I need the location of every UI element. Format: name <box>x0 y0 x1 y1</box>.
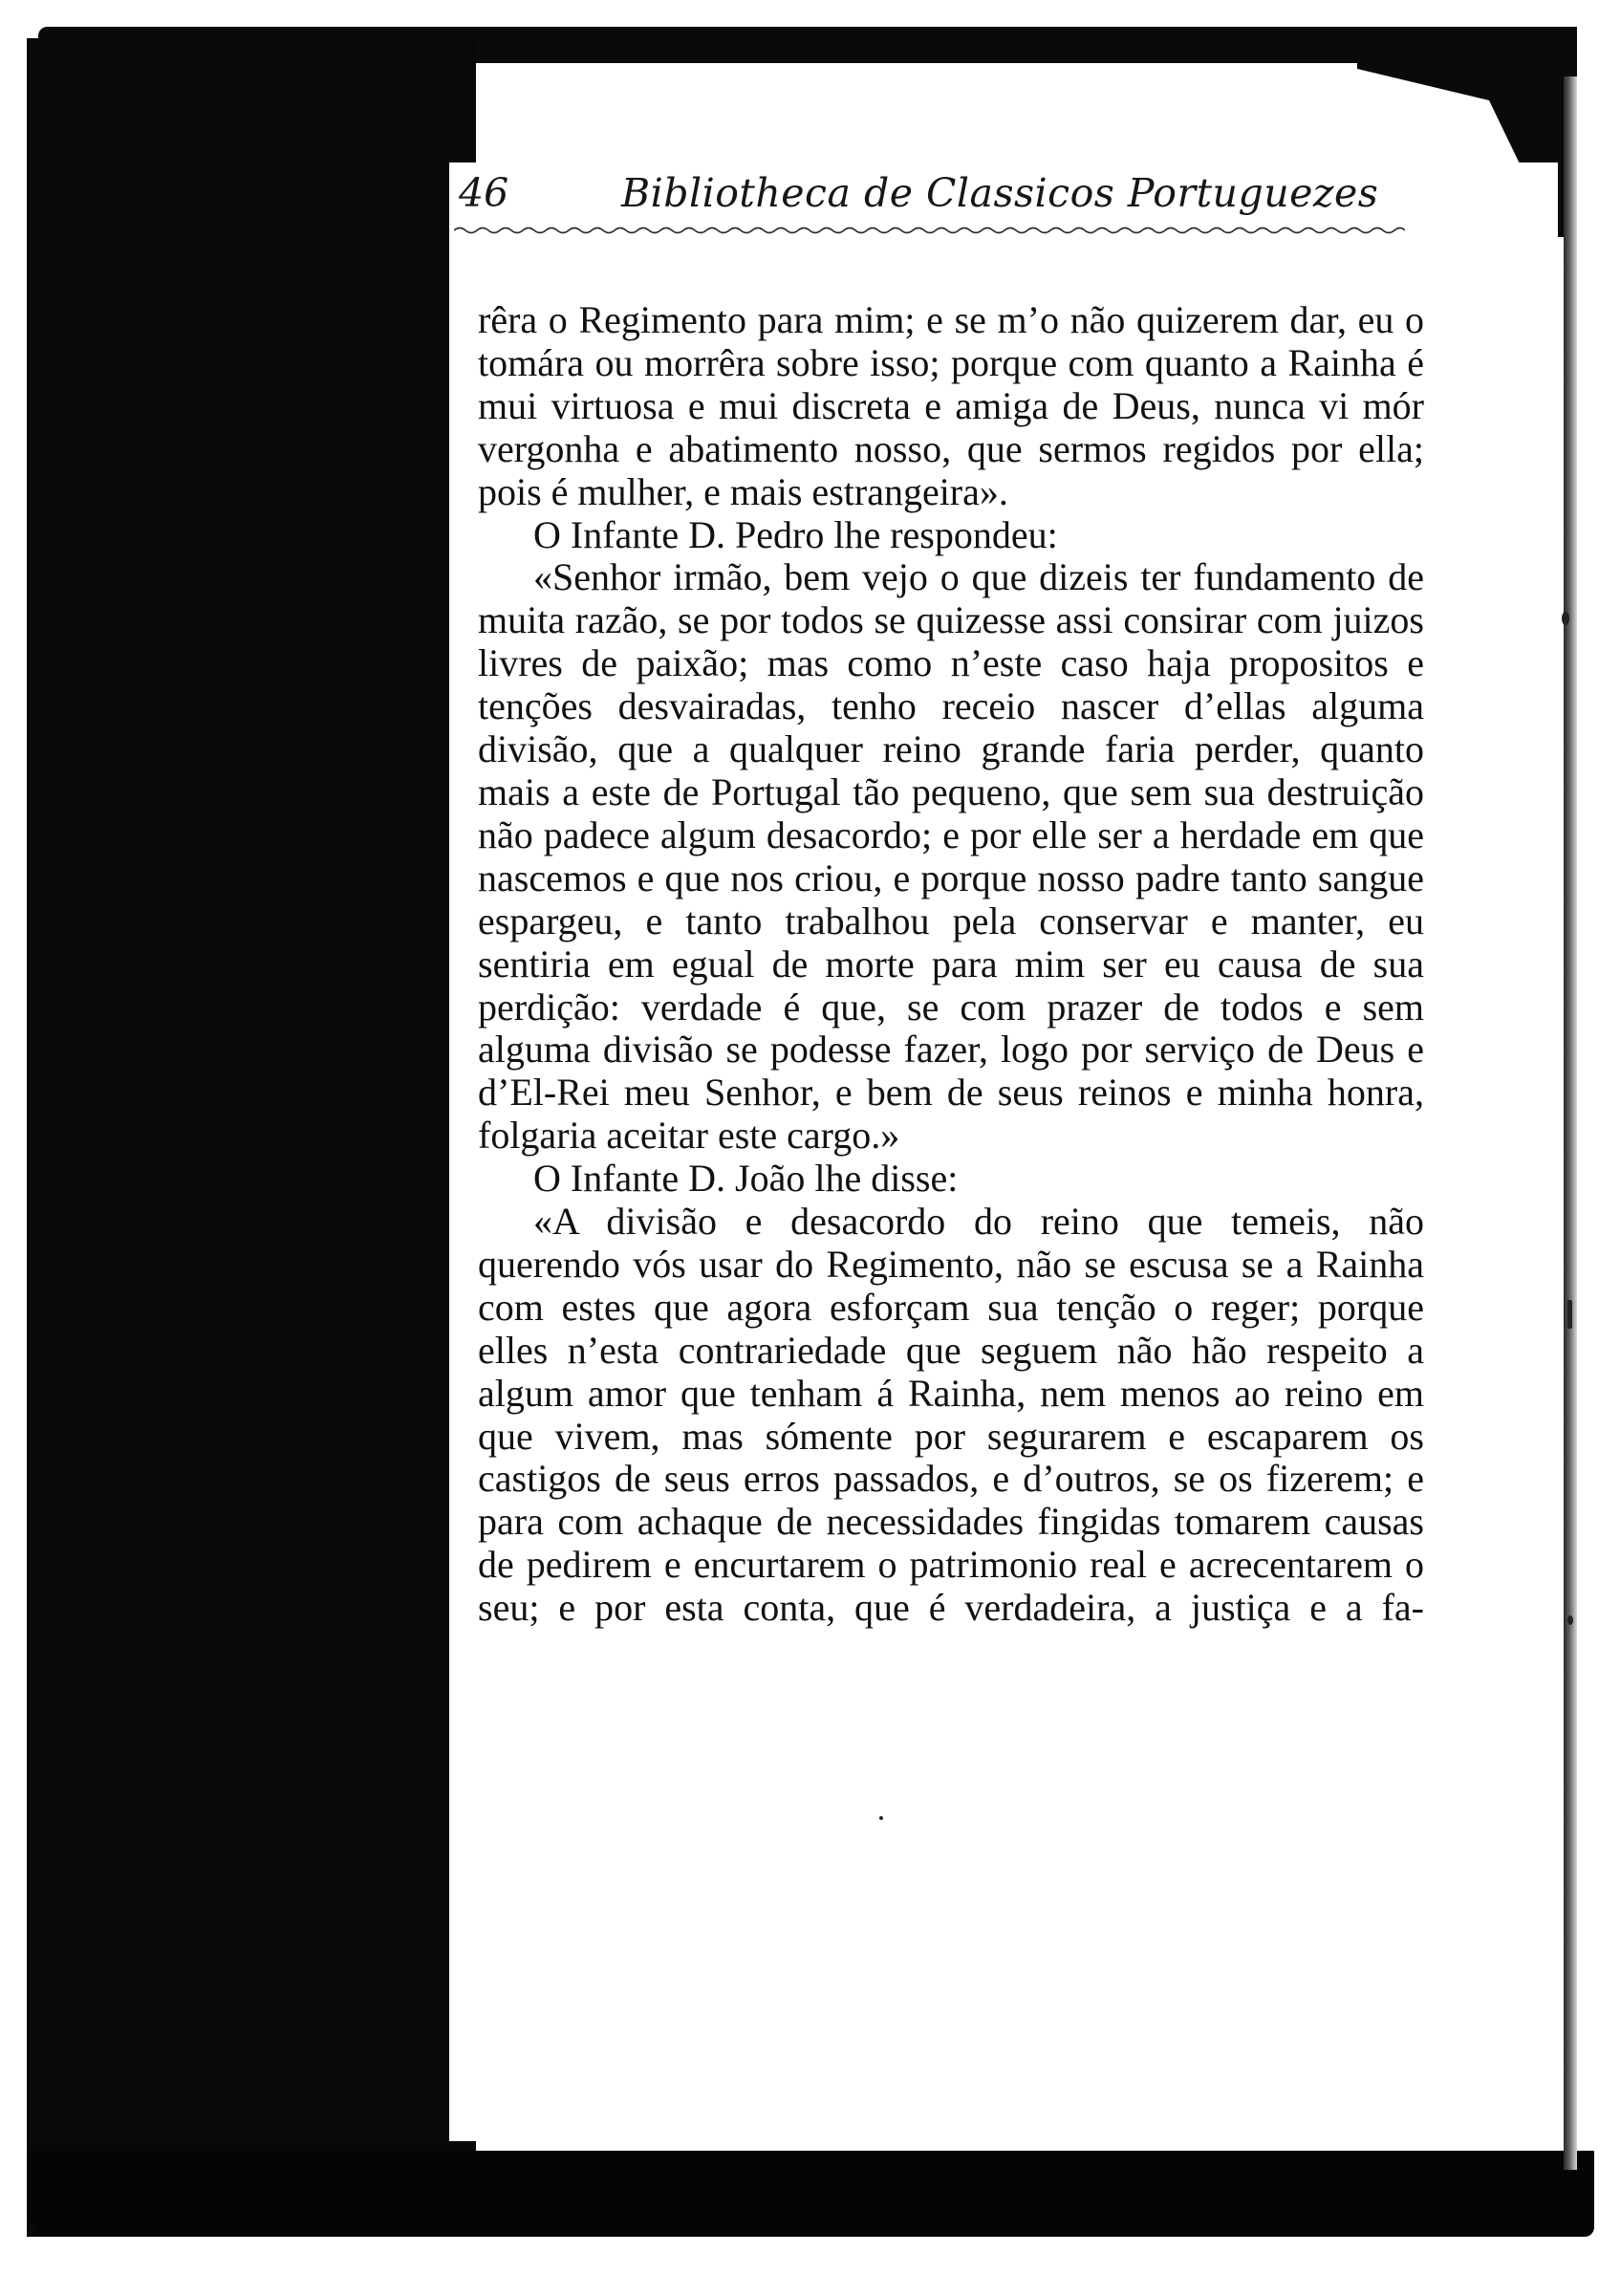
paragraph: O Infante D. João lhe disse: <box>533 1157 959 1201</box>
running-title: Bibliotheca de Classicos Portuguezes <box>621 170 1379 216</box>
scan-shadow-left <box>27 38 476 2237</box>
body-text <box>478 299 1424 1630</box>
scan-speck <box>1567 1615 1573 1625</box>
header-wavy-rule <box>454 226 1405 235</box>
paragraph: O Infante D. Pedro lhe respondeu: <box>533 512 1058 556</box>
scan-speck <box>1562 612 1569 625</box>
scan-shadow-bottom <box>27 2151 1594 2237</box>
page-number: 46 <box>459 170 509 216</box>
running-header <box>459 170 1415 227</box>
page-edge-right <box>1564 76 1577 2170</box>
paragraph: «A divisão e desacordo do reino que temeis, não querendo vós usar do Regimento, não se escusa se a Rainha com estes que agora esforçam sua tenção o reger; porque elles n’esta contrariedade que seguem não hão respeito a algum amor que tenham á Rainha, nem menos ao reino em que vivem, mas sómente por segurarem e escaparem os castigos de seus erros passados, e d’outros, se os fizerem; e para com achaque de necessidades fingidas tomarem causas de pedirem e encurtarem o patrimonio real e acrecentarem o seu; e por esta conta, que é verdadeira, a justiça e a fa- <box>478 1200 1424 1630</box>
scan-speck <box>879 1816 883 1820</box>
paragraph: rêra o Regimento para mim; e se m’o não quizerem dar, eu o tomára ou morrêra sobre isso; porque com quanto a Rainha é mui virtuosa e mui discreta e amiga de Deus, nunca vi mór vergonha e abatimento nosso, que sermos regidos por ella; pois é mulher, e mais estrangeira». <box>478 298 1424 513</box>
scan-speck <box>1567 1300 1572 1329</box>
paragraph: «Senhor irmão, bem vejo o que dizeis ter fundamento de muita razão, se por todos se quizesse assi consirar com juizos livres de paixão; mas como n’este caso haja propositos e tenções desvairadas, tenho receio nascer d’ellas alguma divisão, que a qualquer reino grande faria perder, quanto mais a este de Portugal tão pequeno, que sem sua destruição não padece algum desacordo; e por elle ser a herdade em que nascemos e que nos criou, e porque nosso padre tanto sangue espargeu, e tanto trabalhou pela conservar e manter, eu sentiria em egual de morte para mim ser eu causa de sua perdição: verdade é que, se com prazer de todos e sem alguma divisão se podesse fazer, logo por serviço de Deus e d’El-Rei meu Senhor, e bem de seus reinos e minha honra, folgaria aceitar este cargo.» <box>478 555 1424 1158</box>
